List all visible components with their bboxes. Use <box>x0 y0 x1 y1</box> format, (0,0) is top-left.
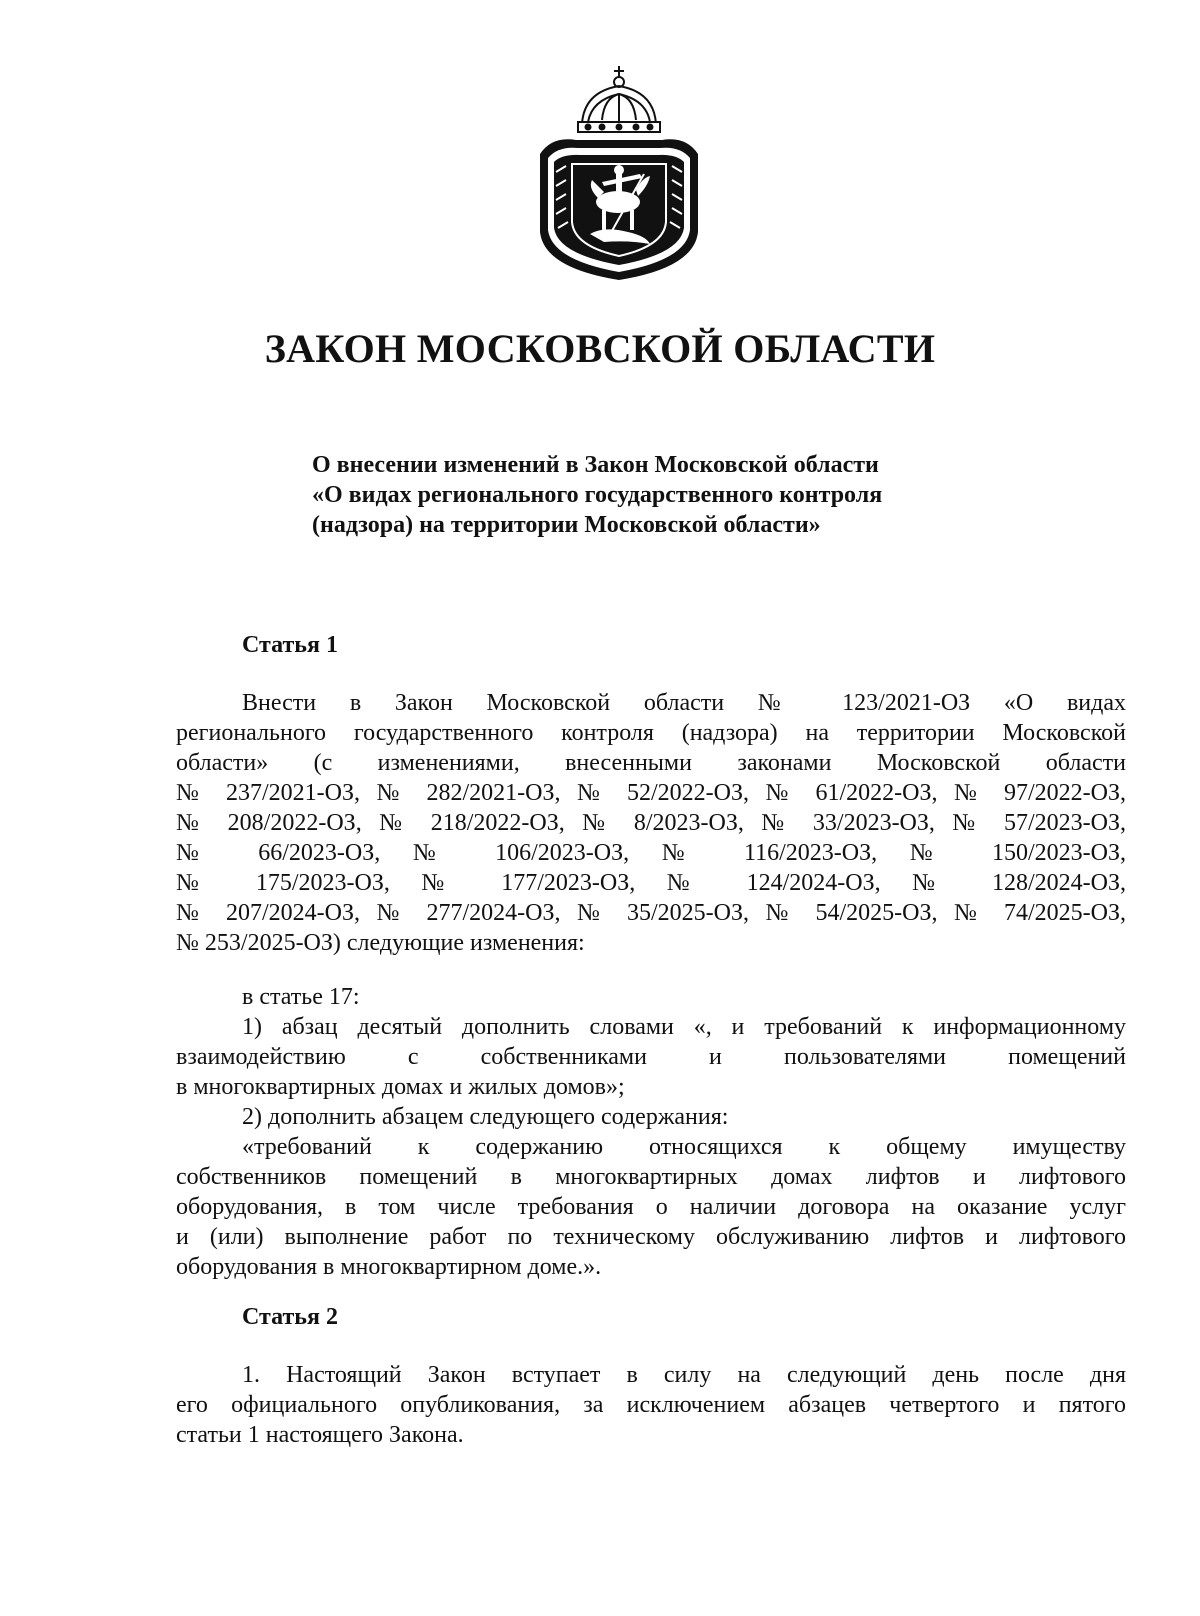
paragraph-line: № 207/2024-ОЗ, № 277/2024-ОЗ, № 35/2025-ОЗ, № 54/2025-ОЗ, № 74/2025-ОЗ, <box>176 900 1126 926</box>
article-2-heading: Статья 2 <box>242 1304 338 1330</box>
paragraph-line: в статье 17: <box>242 984 360 1010</box>
document-title: ЗАКОН МОСКОВСКОЙ ОБЛАСТИ <box>264 326 936 371</box>
paragraph-line: № 208/2022-ОЗ, № 218/2022-ОЗ, № 8/2023-ОЗ, № 33/2023-ОЗ, № 57/2023-ОЗ, <box>176 810 1126 836</box>
paragraph-line: области» (с изменениями, внесенными законами Московской области <box>176 750 1126 776</box>
article-1-changes <box>176 982 1126 1282</box>
paragraph-line: Внести в Закон Московской области № 123/2021-ОЗ «О видах <box>242 690 1126 716</box>
paragraph-line: № 253/2025-ОЗ) следующие изменения: <box>176 930 585 956</box>
coat-of-arms-icon <box>532 62 706 284</box>
subtitle-line: «О видах регионального государственного контроля <box>312 482 883 508</box>
paragraph-line: № 175/2023-ОЗ, № 177/2023-ОЗ, № 124/2024-ОЗ, № 128/2024-ОЗ, <box>176 870 1126 896</box>
paragraph-line: регионального государственного контроля (надзора) на территории Московской <box>176 720 1126 746</box>
paragraph-line: «требований к содержанию относящихся к общему имуществу <box>242 1134 1126 1160</box>
subtitle-line: (надзора) на территории Московской области» <box>312 512 821 538</box>
subtitle-line: О внесении изменений в Закон Московской области <box>312 452 879 478</box>
paragraph-line: № 237/2021-ОЗ, № 282/2021-ОЗ, № 52/2022-ОЗ, № 61/2022-ОЗ, № 97/2022-ОЗ, <box>176 780 1126 806</box>
paragraph-line: взаимодействию с собственниками и пользователями помещений <box>176 1044 1126 1070</box>
paragraph-line: статьи 1 настоящего Закона. <box>176 1422 464 1448</box>
paragraph-line: и (или) выполнение работ по техническому обслуживанию лифтов и лифтового <box>176 1224 1126 1250</box>
document-subtitle <box>312 450 1012 540</box>
paragraph-line: в многоквартирных домах и жилых домов»; <box>176 1074 625 1100</box>
article-1-heading: Статья 1 <box>242 632 338 658</box>
paragraph-line: собственников помещений в многоквартирных домах лифтов и лифтового <box>176 1164 1126 1190</box>
paragraph-line: 1. Настоящий Закон вступает в силу на следующий день после дня <box>242 1362 1126 1388</box>
paragraph-line: 2) дополнить абзацем следующего содержания: <box>242 1104 729 1130</box>
article-1-intro <box>176 688 1126 958</box>
paragraph-line: оборудования, в том числе требования о наличии договора на оказание услуг <box>176 1194 1126 1220</box>
paragraph-line: его официального опубликования, за исключением абзацев четвертого и пятого <box>176 1392 1126 1418</box>
article-2-paragraph <box>176 1360 1126 1450</box>
paragraph-line: 1) абзац десятый дополнить словами «, и требований к информационному <box>242 1014 1126 1040</box>
paragraph-line: оборудования в многоквартирном доме.». <box>176 1254 602 1280</box>
paragraph-line: № 66/2023-ОЗ, № 106/2023-ОЗ, № 116/2023-ОЗ, № 150/2023-ОЗ, <box>176 840 1126 866</box>
